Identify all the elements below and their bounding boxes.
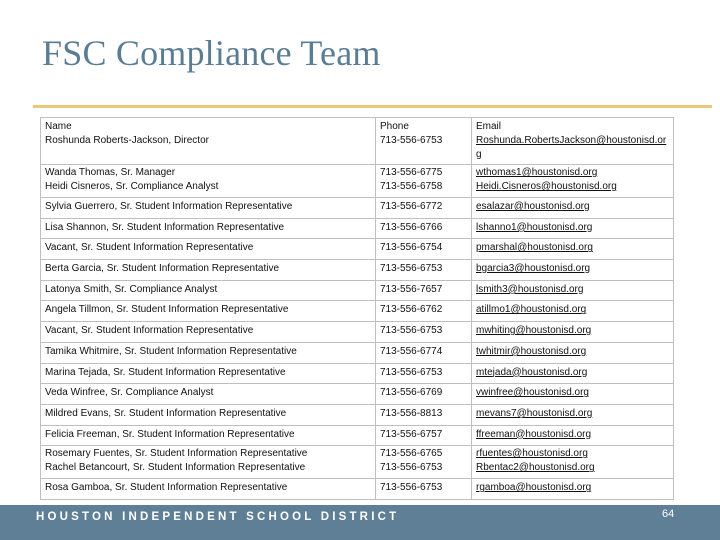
phone-cell (376, 280, 472, 301)
staff-phone: 713-556-6762 (380, 304, 443, 316)
staff-email-link[interactable]: lshanno1@houstonisd.org (476, 221, 593, 233)
table-row (41, 260, 674, 281)
staff-email-link[interactable]: Roshunda.RobertsJackson@houstonisd.org (476, 135, 667, 160)
table-row (41, 218, 674, 239)
email-column-header: Email (476, 121, 502, 132)
table-row (41, 363, 674, 384)
name-cell (41, 198, 376, 219)
staff-name: Vacant, Sr. Student Information Representative (45, 325, 254, 337)
email-cell (472, 280, 674, 301)
name-cell (41, 479, 376, 500)
phone-cell (376, 446, 472, 479)
table-row (41, 118, 674, 165)
staff-email-link[interactable]: Rbentac2@houstonisd.org (476, 462, 595, 474)
staff-name: Latonya Smith, Sr. Compliance Analyst (45, 283, 218, 295)
name-cell (41, 446, 376, 479)
phone-cell (376, 384, 472, 405)
name-cell (41, 165, 376, 198)
table-row (41, 239, 674, 260)
name-cell (41, 404, 376, 425)
staff-email-link[interactable]: wthomas1@houstonisd.org (476, 167, 598, 178)
name-cell (41, 260, 376, 281)
staff-name: Rosemary Fuentes, Sr. Student Information Representative (45, 448, 308, 460)
staff-phone: 713-556-6766 (380, 221, 443, 233)
phone-cell (376, 198, 472, 219)
phone-cell (376, 218, 472, 239)
name-cell (41, 280, 376, 301)
staff-email-link[interactable]: rfuentes@houstonisd.org (476, 448, 588, 460)
table-row (41, 446, 674, 479)
staff-name: Felicia Freeman, Sr. Student Information Representative (45, 428, 295, 440)
phone-cell (376, 342, 472, 363)
email-cell (472, 239, 674, 260)
table-row (41, 404, 674, 425)
email-cell (472, 198, 674, 219)
email-cell (472, 425, 674, 446)
table-row (41, 425, 674, 446)
staff-email-link[interactable]: mtejada@houstonisd.org (476, 366, 588, 378)
staff-phone: 713-556-7657 (380, 283, 443, 295)
phone-cell (376, 165, 472, 198)
table-row (41, 198, 674, 219)
name-cell (41, 322, 376, 343)
phone-cell (376, 118, 472, 165)
phone-cell (376, 301, 472, 322)
staff-phone: 713-556-6754 (380, 242, 443, 254)
staff-email-link[interactable]: Heidi.Cisneros@houstonisd.org (476, 181, 617, 192)
staff-phone: 713-556-6753 (380, 263, 443, 275)
staff-phone: 713-556-6775 (380, 167, 443, 178)
table-row (41, 479, 674, 500)
email-cell (472, 479, 674, 500)
staff-name: Vacant, Sr. Student Information Representative (45, 242, 254, 254)
phone-cell (376, 425, 472, 446)
name-cell (41, 239, 376, 260)
phone-cell (376, 479, 472, 500)
footer-district-name: HOUSTON INDEPENDENT SCHOOL DISTRICT (36, 511, 400, 523)
staff-name: Heidi Cisneros, Sr. Compliance Analyst (45, 181, 219, 192)
email-cell (472, 260, 674, 281)
staff-email-link[interactable]: pmarshal@houstonisd.org (476, 242, 593, 254)
table-row (41, 165, 674, 198)
staff-phone: 713-556-6765 (380, 448, 443, 460)
email-cell (472, 218, 674, 239)
staff-name: Lisa Shannon, Sr. Student Information Representative (45, 221, 285, 233)
email-cell (472, 384, 674, 405)
email-cell (472, 165, 674, 198)
name-cell (41, 301, 376, 322)
name-cell (41, 384, 376, 405)
staff-name: Berta Garcia, Sr. Student Information Representative (45, 263, 280, 275)
staff-phone: 713-556-6774 (380, 345, 443, 357)
staff-name: Roshunda Roberts-Jackson, Director (45, 135, 209, 146)
staff-phone: 713-556-6772 (380, 201, 443, 212)
email-cell (472, 363, 674, 384)
email-cell (472, 322, 674, 343)
phone-cell (376, 322, 472, 343)
staff-name: Rachel Betancourt, Sr. Student Information Representative (45, 462, 306, 474)
staff-phone: 713-556-6769 (380, 387, 443, 399)
staff-email-link[interactable]: twhitmir@houstonisd.org (476, 345, 587, 357)
email-cell (472, 118, 674, 165)
staff-email-link[interactable]: ffreeman@houstonisd.org (476, 428, 592, 440)
staff-email-link[interactable]: mevans7@houstonisd.org (476, 407, 593, 419)
staff-phone: 713-556-6757 (380, 428, 443, 440)
phone-cell (376, 363, 472, 384)
staff-email-link[interactable]: lsmith3@houstonisd.org (476, 283, 584, 295)
phone-cell (376, 239, 472, 260)
name-cell (41, 118, 376, 165)
staff-name: Tamika Whitmire, Sr. Student Information Representative (45, 345, 297, 357)
staff-table (40, 117, 674, 500)
name-cell (41, 342, 376, 363)
table-row (41, 342, 674, 363)
footer-bar (0, 505, 720, 540)
table-row (41, 301, 674, 322)
staff-email-link[interactable]: bgarcia3@houstonisd.org (476, 263, 591, 275)
staff-name: Mildred Evans, Sr. Student Information Representative (45, 407, 287, 419)
page-number: 64 (662, 508, 675, 520)
phone-cell (376, 260, 472, 281)
staff-phone: 713-556-6753 (380, 462, 443, 474)
staff-email-link[interactable]: mwhiting@houstonisd.org (476, 325, 592, 337)
staff-email-link[interactable]: vwinfree@houstonisd.org (476, 387, 589, 399)
staff-phone: 713-556-6753 (380, 135, 443, 146)
email-cell (472, 404, 674, 425)
staff-name: Rosa Gamboa, Sr. Student Information Representative (45, 482, 288, 494)
phone-column-header: Phone (380, 121, 409, 132)
staff-name: Veda Winfree, Sr. Compliance Analyst (45, 387, 214, 399)
staff-name: Sylvia Guerrero, Sr. Student Information Representative (45, 201, 293, 212)
email-cell (472, 342, 674, 363)
name-cell (41, 425, 376, 446)
email-cell (472, 446, 674, 479)
table-row (41, 322, 674, 343)
staff-email-link[interactable]: atillmo1@houstonisd.org (476, 304, 587, 316)
email-cell (472, 301, 674, 322)
staff-email-link[interactable]: rgamboa@houstonisd.org (476, 482, 592, 494)
staff-name: Marina Tejada, Sr. Student Information Representative (45, 366, 286, 378)
table-row (41, 280, 674, 301)
staff-phone: 713-556-8813 (380, 407, 443, 419)
title-divider (33, 105, 712, 108)
staff-name: Angela Tillmon, Sr. Student Information Representative (45, 304, 289, 316)
staff-phone: 713-556-6753 (380, 482, 443, 494)
name-column-header: Name (45, 121, 72, 132)
staff-phone: 713-556-6758 (380, 181, 443, 192)
staff-phone: 713-556-6753 (380, 366, 443, 378)
slide-title: FSC Compliance Team (42, 33, 381, 73)
name-cell (41, 363, 376, 384)
phone-cell (376, 404, 472, 425)
table-row (41, 384, 674, 405)
name-cell (41, 218, 376, 239)
staff-name: Wanda Thomas, Sr. Manager (45, 167, 176, 178)
staff-phone: 713-556-6753 (380, 325, 443, 337)
staff-email-link[interactable]: esalazar@houstonisd.org (476, 201, 590, 212)
